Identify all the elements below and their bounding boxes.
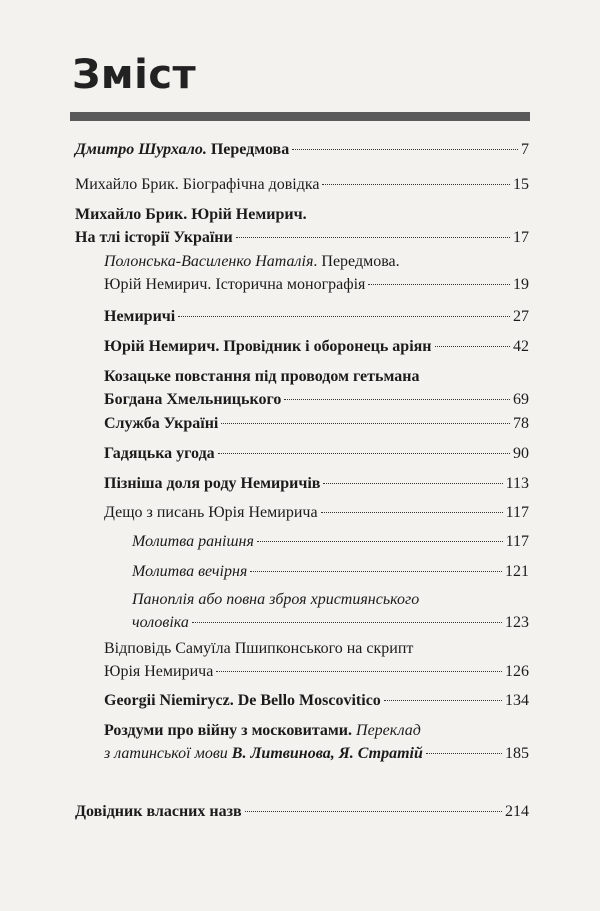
toc-entry-title [104, 412, 218, 435]
toc-text-segment: Дмитро Шурхало. [75, 141, 207, 158]
dot-leader [257, 541, 503, 542]
toc-entry-title [104, 250, 400, 273]
dot-leader [221, 423, 510, 424]
toc-text-segment: з латинської мови [104, 745, 232, 762]
dot-leader [216, 671, 502, 672]
dot-leader [178, 316, 510, 317]
toc-entry [104, 442, 529, 465]
page-number: 126 [505, 663, 529, 680]
toc-entry-line [75, 173, 529, 196]
dot-leader [384, 700, 502, 701]
dot-leader [435, 346, 510, 347]
page-number: 117 [505, 504, 529, 521]
dot-leader [192, 622, 502, 623]
toc-entry-title [104, 719, 421, 742]
toc-entry [104, 719, 529, 765]
dot-leader [250, 571, 502, 572]
toc-entry [132, 560, 529, 583]
toc-entry-line [104, 637, 529, 660]
dot-leader [323, 483, 502, 484]
page-number: 134 [505, 692, 529, 709]
dot-leader [321, 512, 503, 513]
toc-text-segment: Передмова [206, 141, 290, 158]
toc-entry [104, 305, 529, 328]
dot-leader [236, 237, 510, 238]
toc-entry-line [132, 588, 529, 611]
toc-entry-title [132, 560, 247, 583]
toc-entry-line [104, 365, 529, 388]
toc-entry-title [75, 800, 242, 823]
dot-leader [322, 184, 510, 185]
dot-leader [245, 811, 502, 812]
toc-text-segment: Georgii Niemirycz. De Bello Moscovitico [104, 692, 381, 709]
page-number: 27 [513, 308, 529, 325]
toc-entry [104, 412, 529, 435]
toc-entry-line [75, 203, 529, 226]
toc-text-segment: Служба Україні [104, 415, 219, 432]
toc-entry-line [104, 742, 529, 765]
page-number: 42 [513, 338, 529, 355]
toc-entry-line [104, 719, 529, 742]
page-number: 214 [505, 803, 529, 820]
toc-entry-line [132, 530, 529, 553]
toc-entry-line [104, 689, 529, 712]
toc-entry-title [104, 273, 365, 296]
page-number: 17 [513, 229, 529, 246]
toc-text-segment: Відповідь Самуїла Пшипконського на скрипт [104, 640, 414, 657]
toc-entry-line [104, 388, 529, 411]
title-rule [70, 112, 530, 121]
toc-entry [75, 173, 529, 196]
page-title: Зміст [72, 52, 197, 98]
page-number: 7 [521, 141, 529, 158]
toc-entry-title [132, 530, 254, 553]
toc-text-segment: Паноплія або повна зброя християнського [132, 591, 420, 608]
toc-entry [104, 472, 529, 495]
toc-entry [104, 365, 529, 411]
toc-entry [75, 800, 529, 823]
toc-entry-line [104, 501, 529, 524]
toc-text-segment: Михайло Брик. Юрій Немирич. [75, 206, 307, 223]
toc-entry [104, 637, 529, 683]
page-number: 15 [513, 176, 529, 193]
toc-entry [104, 501, 529, 524]
toc-text-segment: . Передмова. [313, 253, 400, 270]
toc-entry-line [75, 226, 529, 249]
toc-text-segment: Козацьке повстання під проводом гетьмана [104, 368, 420, 385]
toc-entry-line [132, 611, 529, 634]
toc-entry-line [75, 138, 529, 161]
toc-entry-title [132, 588, 419, 611]
toc-text-segment: На тлі історії України [75, 229, 233, 246]
page-number: 185 [505, 745, 529, 762]
page-number: 69 [513, 391, 529, 408]
dot-leader [218, 453, 510, 454]
toc-text-segment: Полонська-Василенко Наталія [104, 253, 314, 270]
page-number: 90 [513, 445, 529, 462]
toc-text-segment: В. Литвинова, Я. Стратій [231, 745, 423, 762]
toc-text-segment: Переклад [352, 722, 421, 739]
toc-entry [75, 203, 529, 249]
toc-text-segment: Юрія Немирича [104, 663, 214, 680]
toc-entry-title [104, 365, 419, 388]
page-number: 117 [505, 533, 529, 550]
toc-entry-title [104, 335, 432, 358]
toc-text-segment: Роздуми про війну з московитами. [104, 722, 353, 739]
toc-text-segment: Юрій Немирич. Провідник і оборонець аріян [104, 338, 432, 355]
toc-text-segment: Молитва ранішня [132, 533, 254, 550]
toc-entry-title [75, 173, 319, 196]
toc-entry-line [104, 472, 529, 495]
page-number: 123 [505, 614, 529, 631]
dot-leader [426, 753, 502, 754]
toc-entry-line [75, 800, 529, 823]
toc-entry-title [104, 689, 381, 712]
toc-entry-title [132, 611, 189, 634]
toc-entry-line [104, 273, 529, 296]
dot-leader [368, 284, 510, 285]
page-number: 78 [513, 415, 529, 432]
toc-text-segment: чоловіка [132, 614, 189, 631]
toc-text-segment: Юрій Немирич. Історична монографія [104, 276, 366, 293]
toc-entry-title [104, 305, 175, 328]
toc-entry [132, 530, 529, 553]
toc-text-segment: Дещо з писань Юрія Немирича [104, 504, 318, 521]
toc-entry-title [104, 742, 423, 765]
toc-entry [75, 138, 529, 161]
toc-entry-title [104, 472, 320, 495]
dot-leader [292, 149, 518, 150]
toc-entry-title [104, 501, 318, 524]
dot-leader [284, 399, 510, 400]
toc-entry [104, 689, 529, 712]
toc-entry-title [104, 388, 281, 411]
toc-text-segment: Молитва вечірня [132, 563, 248, 580]
toc-text-segment: Михайло Брик. Біографічна довідка [75, 176, 320, 193]
toc-entry [104, 250, 529, 296]
toc-entry-line [104, 305, 529, 328]
toc-text-segment: Пізніша доля роду Немиричів [104, 475, 321, 492]
toc-text-segment: Гадяцька угода [104, 445, 215, 462]
toc-entry-line [104, 250, 529, 273]
toc-entry-title [104, 442, 215, 465]
toc-text-segment: Богдана Хмельницького [104, 391, 282, 408]
toc-entry [104, 335, 529, 358]
toc-entry-title [104, 637, 413, 660]
toc-entry-line [104, 412, 529, 435]
toc-entry-line [132, 560, 529, 583]
toc-text-segment: Довідник власних назв [75, 803, 242, 820]
page-number: 113 [505, 475, 529, 492]
toc-entry-title [104, 660, 213, 683]
toc-entry-title [75, 138, 289, 161]
toc-entry-line [104, 335, 529, 358]
toc-text-segment: Немиричі [104, 308, 176, 325]
toc-entry-line [104, 442, 529, 465]
toc-entry-title [75, 226, 233, 249]
page-number: 19 [513, 276, 529, 293]
toc-entry-line [104, 660, 529, 683]
toc-entry-title [75, 203, 307, 226]
page-number: 121 [505, 563, 529, 580]
toc-entry [132, 588, 529, 634]
